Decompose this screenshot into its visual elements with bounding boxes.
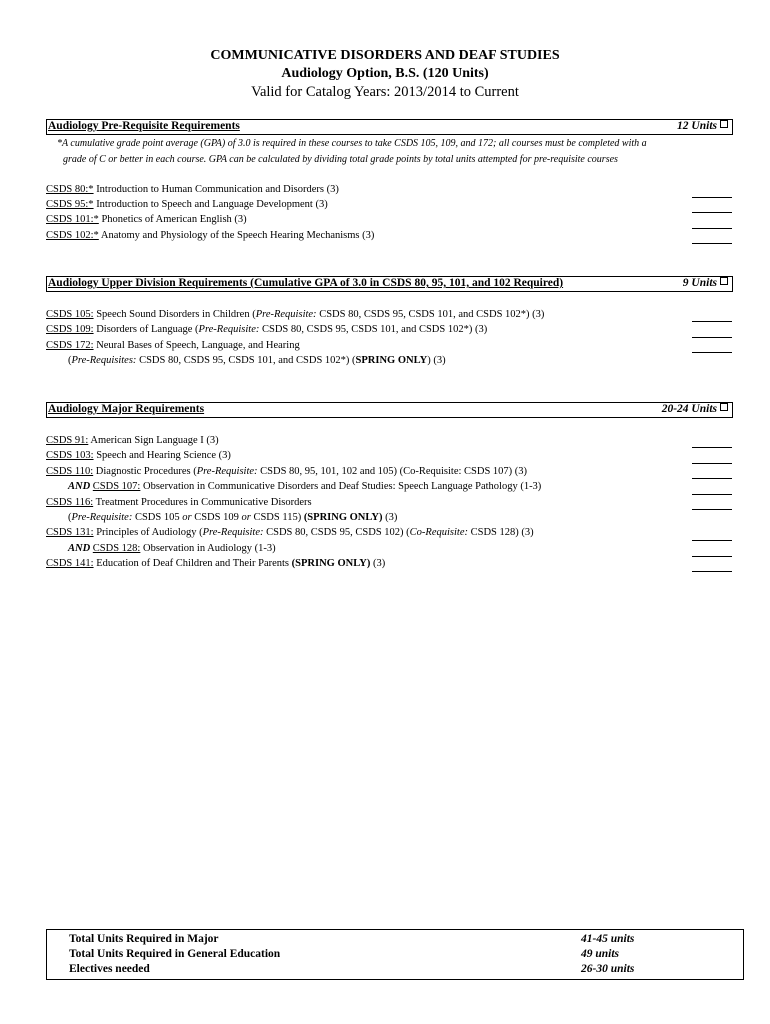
or-connector: or [241, 512, 251, 523]
prereq-list: CSDS 80, CSDS 95, CSDS 101, and CSDS 102*) (3) [316, 309, 545, 320]
course-title: Disorders of Language ( [93, 324, 199, 335]
prereq-list: CSDS 80, CSDS 95, CSDS 101, and CSDS 102*) (3) [259, 324, 488, 335]
course-line [46, 557, 385, 571]
prereq-checkbox[interactable] [720, 120, 728, 128]
course-line [46, 449, 231, 463]
catalog-years: Valid for Catalog Years: 2013/2014 to Current [251, 84, 519, 100]
course-code: CSDS 95:* [46, 199, 94, 210]
prereq-section-header [46, 119, 733, 135]
course-line [46, 229, 374, 243]
grade-blank[interactable] [692, 556, 732, 557]
course-title: Principles of Audiology ( [93, 527, 203, 538]
course-code: CSDS 110: [46, 466, 94, 477]
gpa-note [57, 136, 737, 168]
course-code: CSDS 116: [46, 497, 94, 508]
program-title: Audiology Option, B.S. (120 Units) [281, 66, 489, 81]
gpa-note-line1: *A cumulative grade point average (GPA) of 3.0 is required in these courses to take CSDS 105, 109, and 172; all courses must be completed with a [57, 138, 647, 149]
totals-electives-label: Electives needed [69, 963, 150, 975]
prereq-list: CSDS 109 [191, 512, 242, 523]
grade-blank[interactable] [692, 447, 732, 448]
term-note: (SPRING ONLY) [291, 558, 371, 569]
grade-blank[interactable] [692, 228, 732, 229]
course-line-linked [68, 480, 541, 494]
course-title: Speech and Hearing Science (3) [93, 450, 231, 461]
course-code: CSDS 107: [92, 481, 141, 492]
course-code: CSDS 80:* [46, 184, 94, 195]
course-code: CSDS 141: [46, 558, 94, 569]
grade-blank[interactable] [692, 540, 732, 541]
units-text: ) (3) [427, 355, 446, 366]
course-code: CSDS 103: [46, 450, 94, 461]
major-checkbox[interactable] [720, 403, 728, 411]
course-title: Introduction to Human Communication and Disorders (3) [93, 184, 339, 195]
course-code: CSDS 101:* [46, 214, 99, 225]
course-line-continued [68, 354, 446, 368]
grade-blank[interactable] [692, 571, 732, 572]
prereq-section-title: Audiology Pre-Requisite Requirements [48, 120, 240, 132]
prereq-units-label: 12 Units [677, 120, 717, 132]
course-title: Diagnostic Procedures ( [93, 466, 197, 477]
course-line [46, 434, 219, 448]
prereq-list: CSDS 80, CSDS 95, CSDS 102) ( [263, 527, 410, 538]
term-note: SPRING ONLY [355, 355, 428, 366]
prereq-label: Pre-Requisite: [71, 512, 133, 523]
units-text: (3) [370, 558, 386, 569]
major-units [662, 403, 728, 415]
prereq-list: CSDS 105 [132, 512, 183, 523]
grade-blank[interactable] [692, 509, 732, 510]
coreq-list: CSDS 128) (3) [467, 527, 534, 538]
totals-ge-value: 49 units [581, 948, 620, 960]
course-title: Education of Deaf Children and Their Parents [93, 558, 292, 569]
course-title: Observation in Communicative Disorders and Deaf Studies: Speech Language Pathology (1-3) [140, 481, 542, 492]
course-line-continued [68, 511, 397, 525]
units-text: (3) [382, 512, 398, 523]
course-line [46, 198, 328, 212]
course-line [46, 308, 544, 322]
prereq-label: Pre-Requisite: [202, 527, 264, 538]
upper-section-header [46, 276, 733, 292]
course-code: CSDS 128: [92, 543, 141, 554]
course-title: Observation in Audiology (1-3) [140, 543, 276, 554]
course-line [46, 323, 487, 337]
prereq-label: Pre-Requisite: [196, 466, 258, 477]
paren: ( [68, 512, 72, 523]
grade-blank[interactable] [692, 463, 732, 464]
course-code: CSDS 102:* [46, 230, 99, 241]
course-code: CSDS 91: [46, 435, 89, 446]
totals-ge-label: Total Units Required in General Education [69, 948, 281, 960]
coreq-label: Co-Requisite: [409, 527, 468, 538]
course-line [46, 465, 527, 479]
term-note: (SPRING ONLY) [303, 512, 383, 523]
upper-units [683, 277, 728, 289]
course-line-linked [68, 542, 276, 556]
course-title: Phonetics of American English (3) [98, 214, 247, 225]
course-code: CSDS 109: [46, 324, 94, 335]
course-title: Introduction to Speech and Language Development (3) [93, 199, 328, 210]
major-units-label: 20-24 Units [661, 403, 717, 415]
course-line [46, 213, 247, 227]
grade-blank[interactable] [692, 321, 732, 322]
paren: ( [68, 355, 72, 366]
grade-blank[interactable] [692, 337, 732, 338]
course-title: American Sign Language I (3) [88, 435, 219, 446]
grade-blank[interactable] [692, 197, 732, 198]
course-code: CSDS 131: [46, 527, 94, 538]
totals-major-label: Total Units Required in Major [69, 933, 219, 945]
and-connector: AND [68, 481, 91, 492]
course-title: Speech Sound Disorders in Children ( [93, 309, 256, 320]
totals-major-value: 41-45 units [581, 933, 635, 945]
prereq-list: CSDS 80, CSDS 95, CSDS 101, and CSDS 102*) ( [136, 355, 356, 366]
course-line [46, 526, 534, 540]
course-title: Anatomy and Physiology of the Speech Hearing Mechanisms (3) [98, 230, 375, 241]
gpa-note-line2: grade of C or better in each course. GPA can be calculated by dividing total grade points by total units attempted for pre-requisite courses [63, 154, 618, 165]
course-line [46, 183, 339, 197]
major-section-title: Audiology Major Requirements [48, 403, 205, 415]
grade-blank[interactable] [692, 212, 732, 213]
course-code: CSDS 105: [46, 309, 94, 320]
totals-electives-value: 26-30 units [581, 963, 635, 975]
grade-blank[interactable] [692, 243, 732, 244]
or-connector: or [182, 512, 192, 523]
department-title: COMMUNICATIVE DISORDERS AND DEAF STUDIES [210, 48, 560, 63]
course-code: CSDS 172: [46, 340, 94, 351]
prereq-units [677, 120, 728, 132]
grade-blank[interactable] [692, 494, 732, 495]
upper-units-label: 9 Units [682, 277, 717, 289]
totals-box [46, 929, 744, 980]
prereq-label: Pre-Requisite: [255, 309, 317, 320]
prereq-label: Pre-Requisites: [71, 355, 137, 366]
prereq-label: Pre-Requisite: [198, 324, 260, 335]
grade-blank[interactable] [692, 478, 732, 479]
course-line [46, 339, 300, 353]
upper-checkbox[interactable] [720, 277, 728, 285]
prereq-list: CSDS 80, 95, 101, 102 and 105) (Co-Requisite: CSDS 107) (3) [257, 466, 528, 477]
course-line [46, 496, 312, 510]
course-title: Neural Bases of Speech, Language, and Hearing [93, 340, 300, 351]
grade-blank[interactable] [692, 352, 732, 353]
major-section-header [46, 402, 733, 418]
upper-section-title: Audiology Upper Division Requirements (Cumulative GPA of 3.0 in CSDS 80, 95, 101, and 102 Required) [48, 277, 564, 289]
and-connector: AND [68, 543, 91, 554]
course-title: Treatment Procedures in Communicative Disorders [93, 497, 312, 508]
prereq-list: CSDS 115) [250, 512, 304, 523]
